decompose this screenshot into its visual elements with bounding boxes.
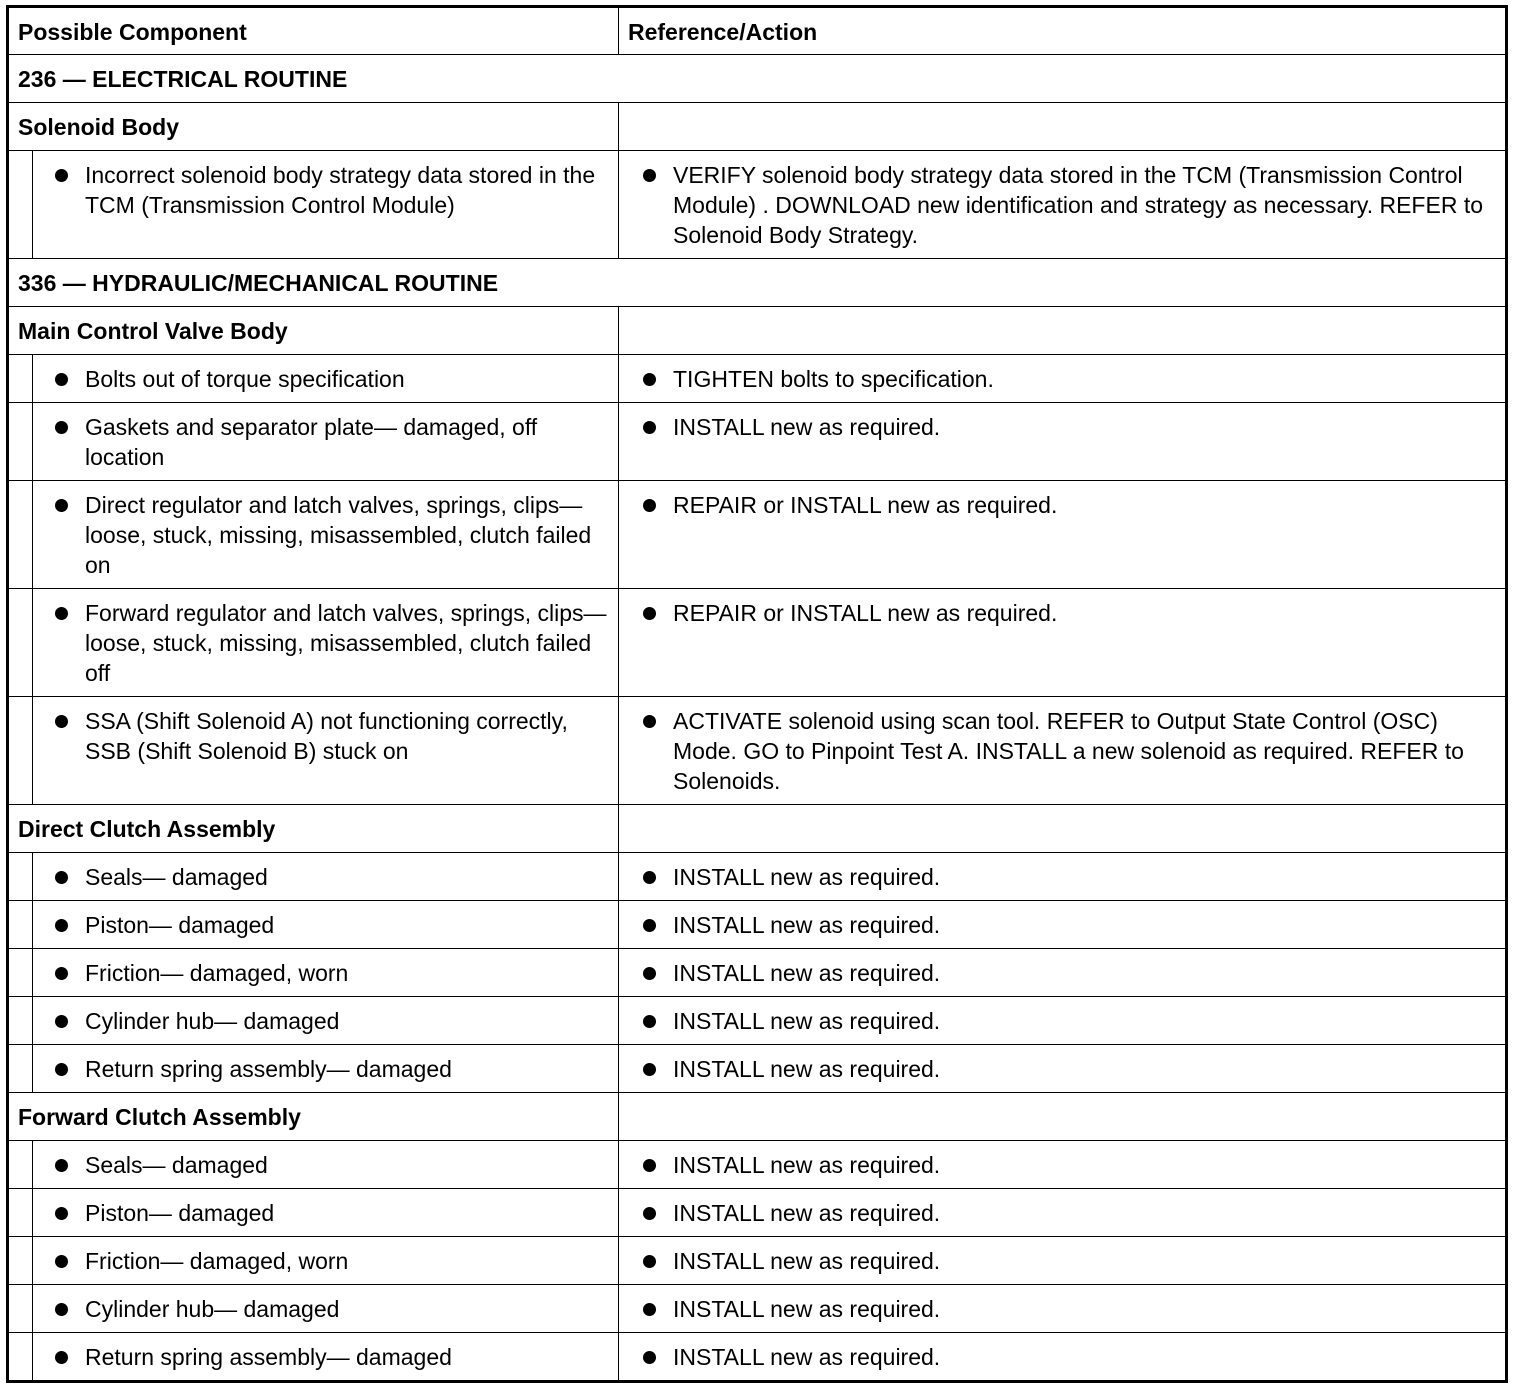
indent-column	[9, 1189, 33, 1236]
group-name-cell	[9, 805, 619, 852]
group-name-cell	[9, 1093, 619, 1140]
component-cell	[9, 853, 619, 900]
bullet-icon	[643, 169, 656, 182]
table-row	[9, 1236, 1505, 1284]
group-title: Forward Clutch Assembly	[18, 1104, 301, 1130]
bullet-icon	[643, 1063, 656, 1076]
component-cell	[9, 997, 619, 1044]
component-bullet-item	[9, 151, 618, 220]
component-cell	[9, 1237, 619, 1284]
group-name-cell	[9, 103, 619, 150]
action-bullet-item	[619, 697, 1505, 796]
indent-column	[9, 589, 33, 696]
action-bullet-item	[619, 481, 1505, 520]
section-cell	[9, 259, 1505, 306]
action-cell	[619, 1045, 1505, 1092]
bullet-icon	[55, 919, 68, 932]
bullet-icon	[55, 169, 68, 182]
component-bullet-item	[9, 853, 618, 892]
component-bullet-item	[9, 481, 618, 580]
component-text: Friction— damaged, worn	[85, 960, 349, 986]
diagnostic-table	[6, 5, 1508, 1383]
component-bullet-item	[9, 949, 618, 988]
bullet-icon	[643, 607, 656, 620]
action-text: REPAIR or INSTALL new as required.	[673, 600, 1058, 626]
group-title: Main Control Valve Body	[18, 318, 288, 344]
indent-column	[9, 1237, 33, 1284]
indent-column	[9, 853, 33, 900]
table-row	[9, 588, 1505, 696]
table-row	[9, 996, 1505, 1044]
component-text: Return spring assembly— damaged	[85, 1344, 452, 1370]
component-cell	[9, 1333, 619, 1380]
bullet-icon	[55, 1063, 68, 1076]
bullet-icon	[55, 373, 68, 386]
action-bullet-item	[619, 1045, 1505, 1084]
action-cell	[619, 997, 1505, 1044]
action-bullet-item	[619, 1237, 1505, 1276]
bullet-icon	[643, 1159, 656, 1172]
action-cell	[619, 151, 1505, 258]
component-bullet-item	[9, 1141, 618, 1180]
bullet-icon	[55, 967, 68, 980]
bullet-icon	[643, 967, 656, 980]
section-title: 336 — HYDRAULIC/MECHANICAL ROUTINE	[18, 270, 499, 296]
table-row	[9, 1044, 1505, 1092]
section-row	[9, 258, 1505, 306]
table-row	[9, 1332, 1505, 1380]
action-bullet-item	[619, 589, 1505, 628]
action-text: INSTALL new as required.	[673, 414, 941, 440]
component-text: Piston— damaged	[85, 1200, 275, 1226]
table-row	[9, 1188, 1505, 1236]
action-bullet-item	[619, 1141, 1505, 1180]
section-title: 236 — ELECTRICAL ROUTINE	[18, 66, 348, 92]
action-text: REPAIR or INSTALL new as required.	[673, 492, 1058, 518]
action-cell	[619, 589, 1505, 696]
component-text: Direct regulator and latch valves, springs, clips— loose, stuck, missing, misassembled, clutch failed on	[85, 492, 592, 578]
action-bullet-item	[619, 949, 1505, 988]
indent-column	[9, 403, 33, 480]
component-bullet-item	[9, 997, 618, 1036]
bullet-icon	[55, 1351, 68, 1364]
indent-column	[9, 151, 33, 258]
table-row	[9, 150, 1505, 258]
bullet-icon	[643, 1303, 656, 1316]
component-cell	[9, 1189, 619, 1236]
action-text: INSTALL new as required.	[673, 864, 941, 890]
action-text: INSTALL new as required.	[673, 1344, 941, 1370]
group-title: Solenoid Body	[18, 114, 179, 140]
bullet-icon	[643, 499, 656, 512]
group-action-cell	[619, 307, 1505, 354]
component-text: Return spring assembly— damaged	[85, 1056, 452, 1082]
component-text: Bolts out of torque specification	[85, 366, 405, 392]
action-cell	[619, 1333, 1505, 1380]
component-cell	[9, 1141, 619, 1188]
component-cell	[9, 1285, 619, 1332]
action-cell	[619, 1237, 1505, 1284]
component-text: Cylinder hub— damaged	[85, 1296, 340, 1322]
header-component-label: Possible Component	[18, 19, 247, 45]
component-text: Piston— damaged	[85, 912, 275, 938]
bullet-icon	[643, 1351, 656, 1364]
component-bullet-item	[9, 901, 618, 940]
action-bullet-item	[619, 997, 1505, 1036]
table-row	[9, 1140, 1505, 1188]
action-text: INSTALL new as required.	[673, 960, 941, 986]
component-text: Incorrect solenoid body strategy data stored in the TCM (Transmission Control Module)	[85, 162, 596, 218]
action-text: INSTALL new as required.	[673, 1152, 941, 1178]
group-action-cell	[619, 805, 1505, 852]
action-text: INSTALL new as required.	[673, 1248, 941, 1274]
header-action-label: Reference/Action	[628, 19, 818, 45]
group-row	[9, 306, 1505, 354]
section-row	[9, 54, 1505, 102]
bullet-icon	[55, 871, 68, 884]
table-row	[9, 696, 1505, 804]
header-cell-component	[9, 8, 619, 54]
action-text: ACTIVATE solenoid using scan tool. REFER to Output State Control (OSC) Mode. GO to Pinpoint Test A. INSTALL a new solenoid as required. REFER to Solenoids.	[673, 708, 1464, 794]
bullet-icon	[643, 871, 656, 884]
component-bullet-item	[9, 1189, 618, 1228]
action-cell	[619, 1285, 1505, 1332]
component-cell	[9, 901, 619, 948]
bullet-icon	[643, 1255, 656, 1268]
action-bullet-item	[619, 853, 1505, 892]
indent-column	[9, 1333, 33, 1380]
component-bullet-item	[9, 697, 618, 766]
indent-column	[9, 997, 33, 1044]
action-bullet-item	[619, 151, 1505, 250]
indent-column	[9, 355, 33, 402]
indent-column	[9, 949, 33, 996]
component-bullet-item	[9, 355, 618, 394]
action-bullet-item	[619, 403, 1505, 442]
bullet-icon	[643, 1015, 656, 1028]
action-cell	[619, 403, 1505, 480]
action-text: VERIFY solenoid body strategy data stored in the TCM (Transmission Control Module) . DOWNLOAD new identification and strategy as necessary. REFER to Solenoid Body Strategy.	[673, 162, 1484, 248]
bullet-icon	[643, 373, 656, 386]
group-row	[9, 804, 1505, 852]
component-cell	[9, 355, 619, 402]
group-title: Direct Clutch Assembly	[18, 816, 276, 842]
action-text: TIGHTEN bolts to specification.	[673, 366, 994, 392]
indent-column	[9, 481, 33, 588]
table-header-row	[9, 8, 1505, 54]
component-cell	[9, 403, 619, 480]
group-action-cell	[619, 1093, 1505, 1140]
component-cell	[9, 1045, 619, 1092]
component-text: Forward regulator and latch valves, springs, clips— loose, stuck, missing, misassembled, clutch failed off	[85, 600, 607, 686]
bullet-icon	[55, 607, 68, 620]
bullet-icon	[55, 1303, 68, 1316]
component-text: Seals— damaged	[85, 864, 268, 890]
component-cell	[9, 481, 619, 588]
action-cell	[619, 481, 1505, 588]
table-row	[9, 1284, 1505, 1332]
bullet-icon	[643, 1207, 656, 1220]
indent-column	[9, 1285, 33, 1332]
component-cell	[9, 589, 619, 696]
component-text: SSA (Shift Solenoid A) not functioning correctly, SSB (Shift Solenoid B) stuck on	[85, 708, 568, 764]
table-row	[9, 852, 1505, 900]
bullet-icon	[55, 499, 68, 512]
action-text: INSTALL new as required.	[673, 912, 941, 938]
component-text: Friction— damaged, worn	[85, 1248, 349, 1274]
action-cell	[619, 1189, 1505, 1236]
group-row	[9, 1092, 1505, 1140]
action-text: INSTALL new as required.	[673, 1296, 941, 1322]
action-bullet-item	[619, 1189, 1505, 1228]
component-text: Gaskets and separator plate— damaged, off location	[85, 414, 538, 470]
component-bullet-item	[9, 403, 618, 472]
bullet-icon	[55, 1255, 68, 1268]
action-bullet-item	[619, 1285, 1505, 1324]
action-cell	[619, 901, 1505, 948]
action-cell	[619, 949, 1505, 996]
component-text: Cylinder hub— damaged	[85, 1008, 340, 1034]
action-bullet-item	[619, 901, 1505, 940]
header-cell-action	[619, 8, 1505, 54]
component-bullet-item	[9, 1333, 618, 1372]
component-bullet-item	[9, 589, 618, 688]
indent-column	[9, 1045, 33, 1092]
action-cell	[619, 697, 1505, 804]
action-cell	[619, 853, 1505, 900]
table-row	[9, 354, 1505, 402]
component-text: Seals— damaged	[85, 1152, 268, 1178]
indent-column	[9, 901, 33, 948]
group-name-cell	[9, 307, 619, 354]
bullet-icon	[55, 715, 68, 728]
bullet-icon	[55, 1159, 68, 1172]
action-cell	[619, 1141, 1505, 1188]
bullet-icon	[55, 421, 68, 434]
action-bullet-item	[619, 355, 1505, 394]
component-bullet-item	[9, 1285, 618, 1324]
table-row	[9, 480, 1505, 588]
group-row	[9, 102, 1505, 150]
section-cell	[9, 55, 1505, 102]
bullet-icon	[55, 1207, 68, 1220]
component-cell	[9, 949, 619, 996]
bullet-icon	[643, 715, 656, 728]
group-action-cell	[619, 103, 1505, 150]
component-bullet-item	[9, 1045, 618, 1084]
action-bullet-item	[619, 1333, 1505, 1372]
action-text: INSTALL new as required.	[673, 1008, 941, 1034]
action-cell	[619, 355, 1505, 402]
indent-column	[9, 1141, 33, 1188]
action-text: INSTALL new as required.	[673, 1056, 941, 1082]
table-row	[9, 948, 1505, 996]
table-row	[9, 402, 1505, 480]
table-row	[9, 900, 1505, 948]
component-cell	[9, 697, 619, 804]
bullet-icon	[643, 919, 656, 932]
component-cell	[9, 151, 619, 258]
indent-column	[9, 697, 33, 804]
component-bullet-item	[9, 1237, 618, 1276]
bullet-icon	[643, 421, 656, 434]
bullet-icon	[55, 1015, 68, 1028]
action-text: INSTALL new as required.	[673, 1200, 941, 1226]
